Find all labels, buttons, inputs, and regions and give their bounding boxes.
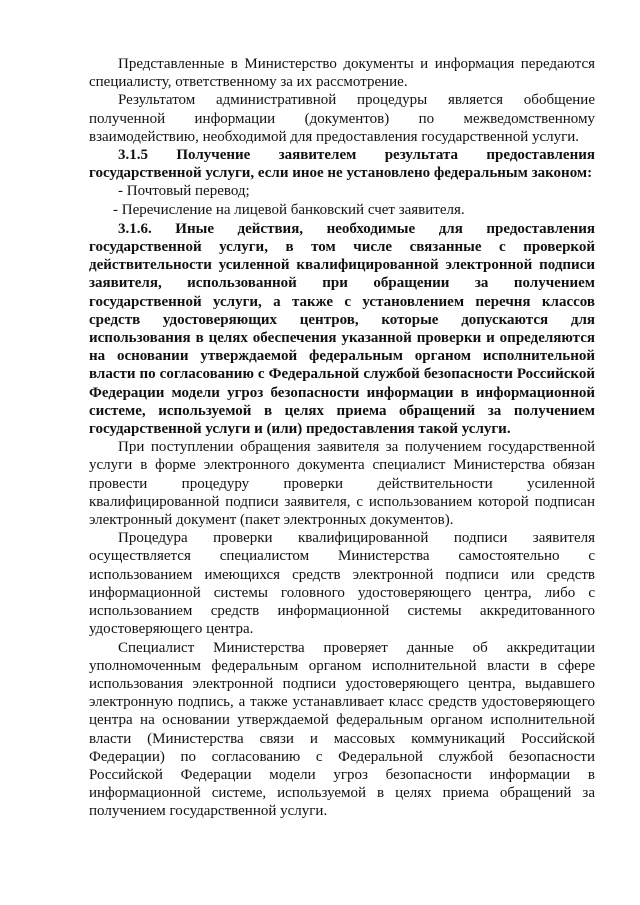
paragraph-accreditation-check: Специалист Министерства проверяет данные об аккредитации уполномоченным федеральным органом исполнительной власти в сфере использования электронной подписи удостоверяющего центра, выдавшего электронную подпись, а также устанавливает класс средств удостоверяющего центра на основании утверждаемой федеральным органом исполнительной власти (Министерства связи и массовых коммуникаций Российской Федерации) по согласованию с Федеральной службой безопасности Российской Федерации модели угроз безопасности информации в информационной системе, используемой в целях приема обращений за получением государственной услуги. xyxy=(89,639,595,820)
paragraph-procedure-result: Результатом административной процедуры является обобщение полученной информации (документов) по межведомственному взаимодействию, необходимой для предоставления государственной услуги. xyxy=(89,92,595,145)
section-3-1-6-heading: 3.1.6. Иные действия, необходимые для предоставления государственной услуги, в том числе связанные с проверкой действительности усиленной квалифицированной электронной подписи заявителя, использованной при обращении за получением государственной услуги, а также с установлением перечня классов средств удостоверяющих центров, которые допускаются для использования в целях обеспечения указанной проверки и определяются на основании утверждаемой федеральным органом исполнительной власти по согласованию с Федеральной службой безопасности Российской Федерации модели угроз безопасности информации в информационной системе, используемой в целях приема обращений за получением государственной услуги и (или) предоставления такой услуги. xyxy=(89,220,595,438)
document-body xyxy=(89,55,595,821)
section-3-1-5-heading: 3.1.5 Получение заявителем результата предоставления государственной услуги, если иное не установлено федеральным законом: xyxy=(89,147,595,182)
list-item-postal-transfer: - Почтовый перевод; xyxy=(118,183,250,200)
paragraph-electronic-request: При поступлении обращения заявителя за получением государственной услуги в форме электронного документа специалист Министерства обязан провести процедуру проверки действительности усиленной квалифицированной подписи заявителя, с использованием которой подписан электронный документ (пакет электронных документов). xyxy=(89,439,595,529)
paragraph-signature-check-procedure: Процедура проверки квалифицированной подписи заявителя осуществляется специалистом Министерства самостоятельно с использованием имеющихся средств электронной подписи или средств информационной системы головного удостоверяющего центра, либо с использованием средств информационной системы аккредитованного удостоверяющего центра. xyxy=(89,530,595,638)
paragraph-documents-transfer: Представленные в Министерство документы и информация передаются специалисту, ответственному за их рассмотрение. xyxy=(89,56,595,91)
list-item-bank-account: - Перечисление на лицевой банковский счет заявителя. xyxy=(113,201,465,218)
